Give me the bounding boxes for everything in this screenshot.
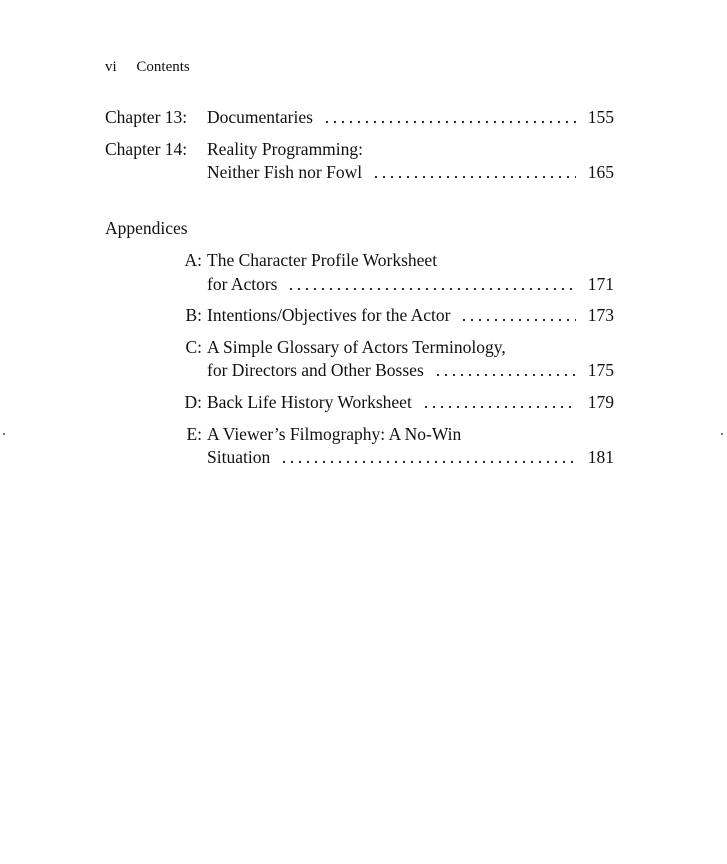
appendix-b-title: Intentions/Objectives for the Actor [207,305,451,325]
chapter-14-title-line-1[interactable]: Reality Programming: [207,139,364,159]
appendix-a-entry[interactable] [207,273,614,295]
chapter-14-entry[interactable] [207,161,614,183]
scan-mark-right [721,433,723,435]
header-title: Contents [136,59,190,75]
appendix-d-entry[interactable] [207,391,614,413]
appendix-b-label: B: [185,305,202,325]
dot-leader [422,405,576,409]
appendix-b-entry[interactable] [207,304,614,326]
appendix-b-page: 173 [587,305,614,325]
dot-leader [372,175,576,179]
appendix-e-label: E: [186,424,202,444]
appendix-d-title: Back Life History Worksheet [207,392,412,412]
chapter-14-title-line-2: Neither Fish nor Fowl [207,162,363,182]
chapter-13-title: Documentaries [207,107,313,127]
appendix-e-entry[interactable] [207,446,614,468]
appendix-d-page: 179 [587,392,614,412]
appendix-d-label: D: [184,392,202,412]
running-header [105,57,190,77]
appendix-c-entry[interactable] [207,359,614,381]
scan-mark-left [3,433,5,435]
appendix-c-label: C: [185,337,202,357]
chapter-13-entry[interactable] [207,106,614,128]
dot-leader [323,120,576,124]
appendix-c-title-line-2: for Directors and Other Bosses [207,360,424,380]
appendix-e-page: 181 [587,447,614,467]
chapter-14-page: 165 [587,162,614,182]
appendix-c-page: 175 [587,360,614,380]
appendix-c-title-line-1[interactable]: A Simple Glossary of Actors Terminology, [207,337,506,357]
chapter-13-page: 155 [587,107,614,127]
dot-leader [460,318,576,322]
appendix-a-title-line-1[interactable]: The Character Profile Worksheet [207,250,438,270]
chapter-13-label: Chapter 13: [105,107,188,127]
appendix-a-label: A: [184,250,202,270]
appendix-e-title-line-1[interactable]: A Viewer’s Filmography: A No-Win [207,424,462,444]
appendix-a-title-line-2: for Actors [207,274,278,294]
page-folio: vi [105,59,117,75]
dot-leader [434,373,576,377]
appendices-heading: Appendices [105,218,188,238]
appendix-e-title-line-2: Situation [207,447,271,467]
appendix-a-page: 171 [587,274,614,294]
dot-leader [287,287,576,291]
chapter-14-label: Chapter 14: [105,139,188,159]
dot-leader [280,460,576,464]
